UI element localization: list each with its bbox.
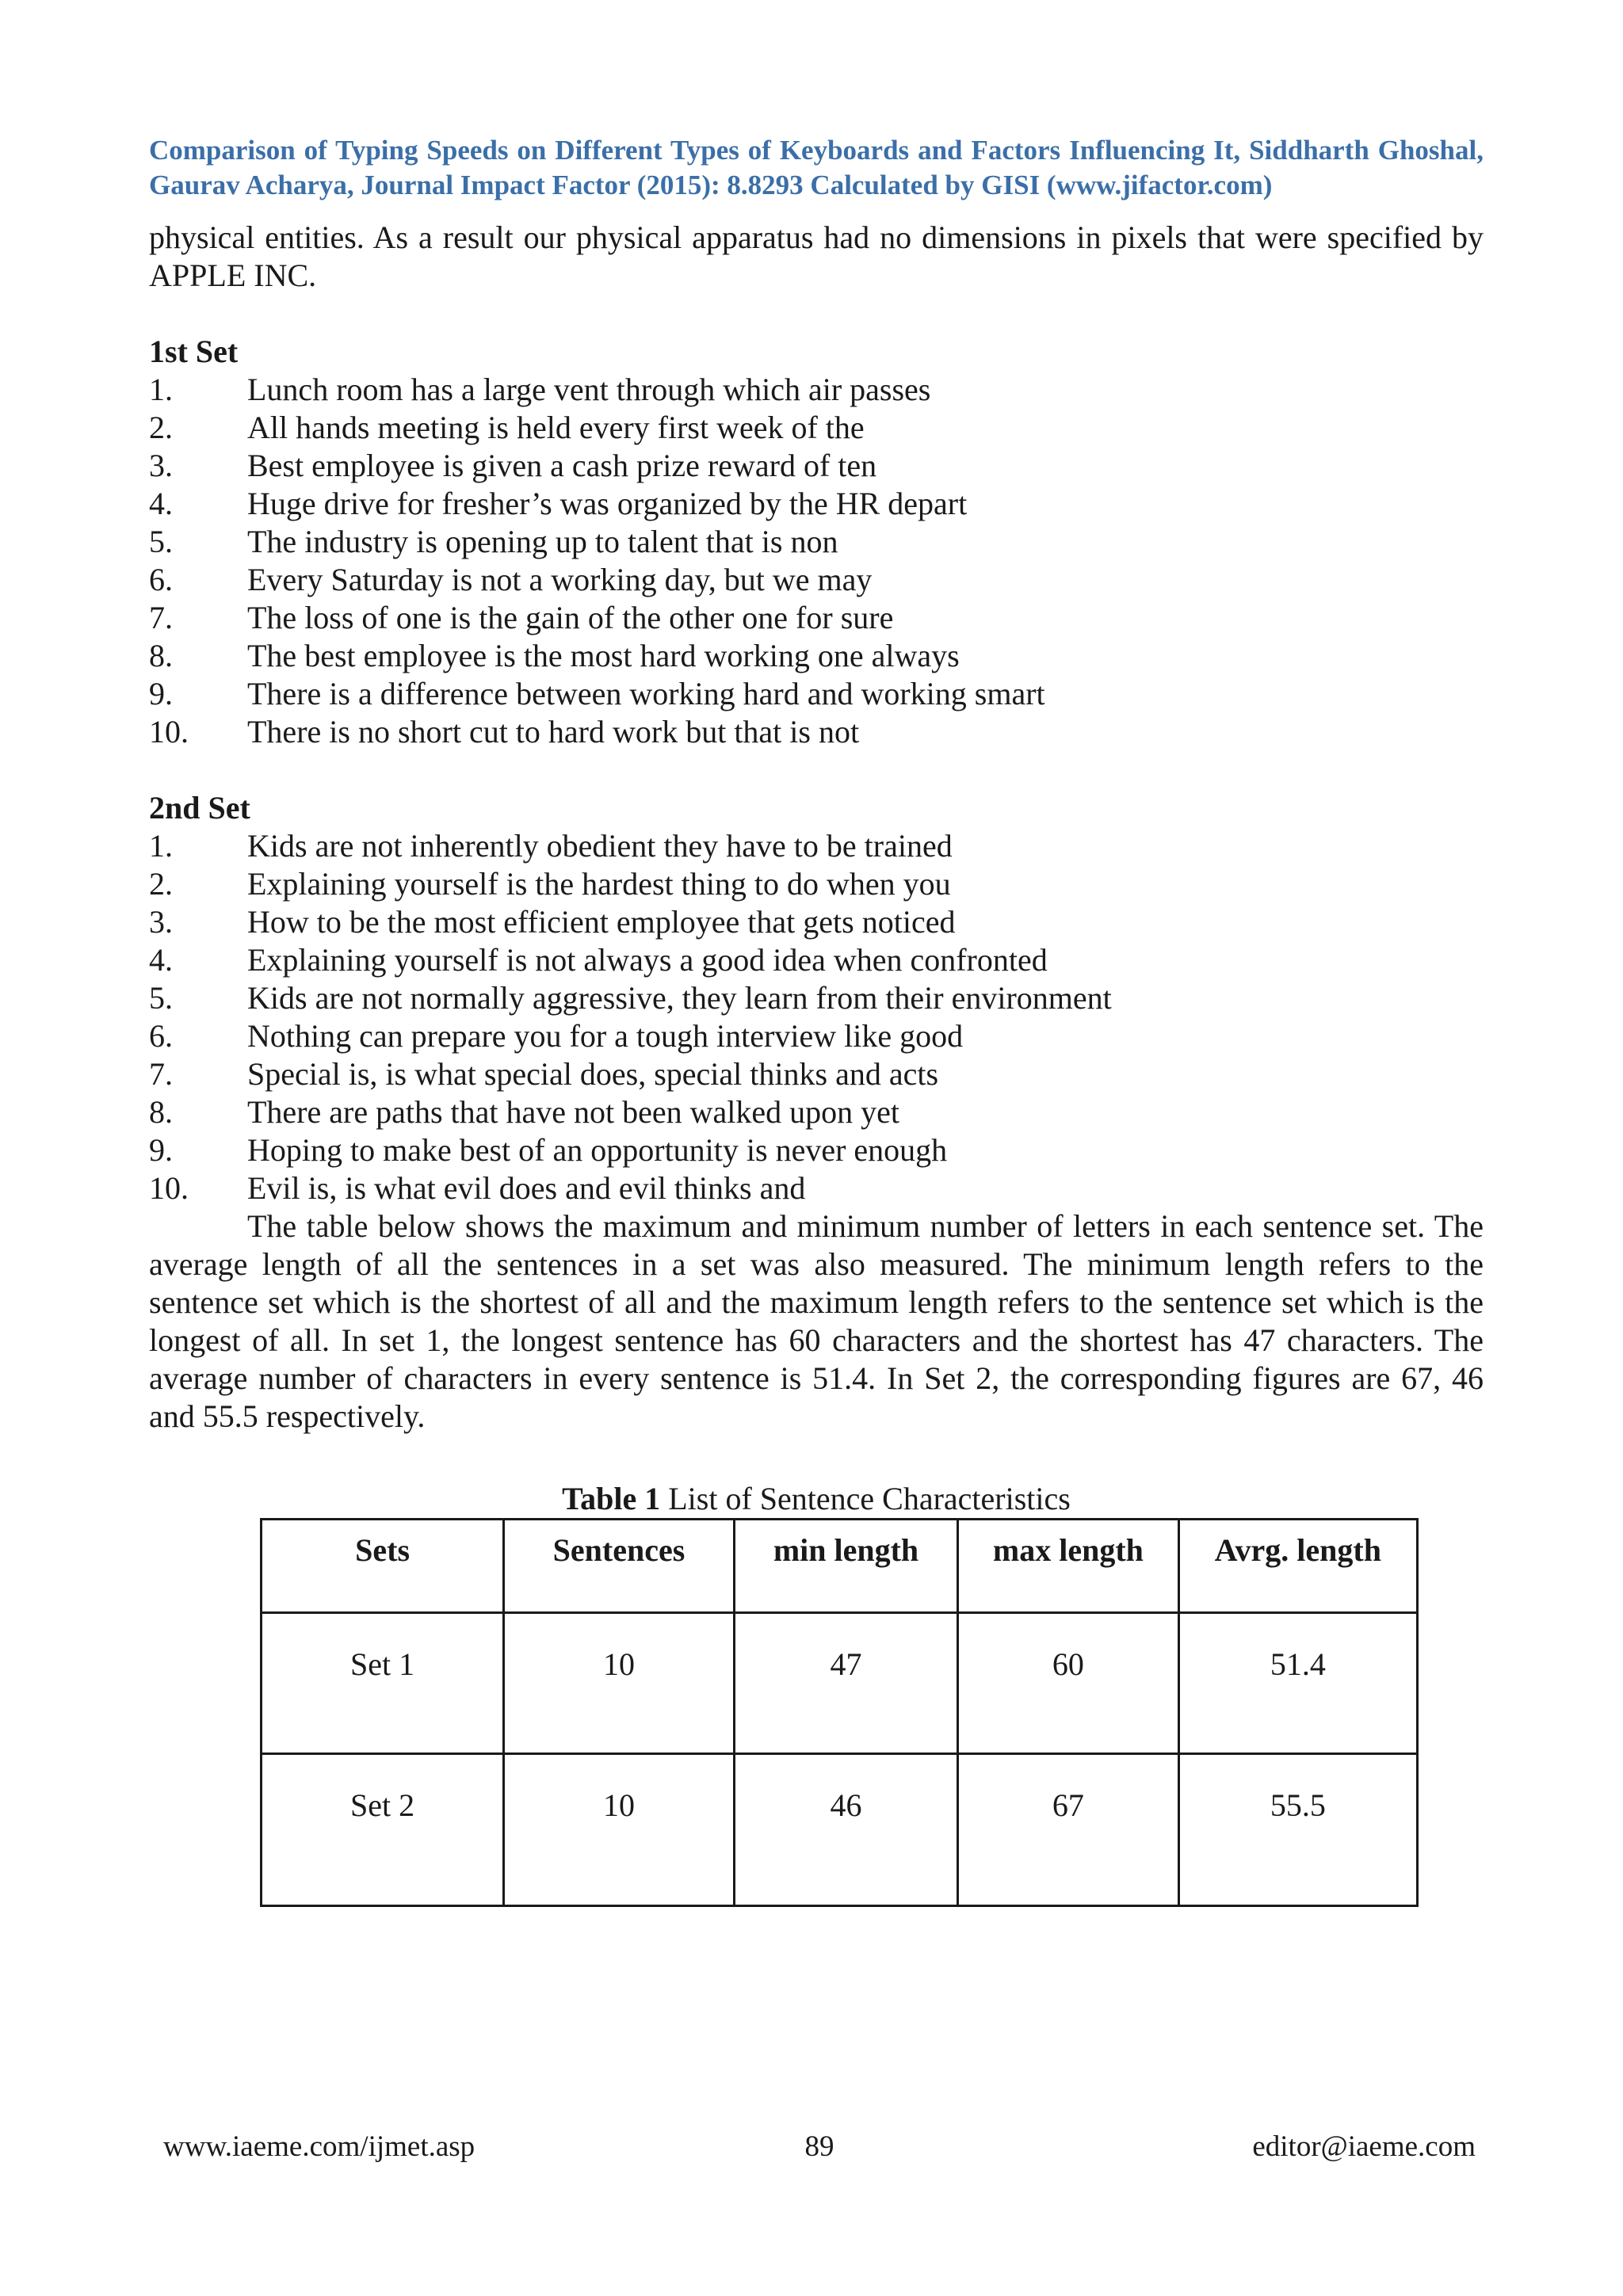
explanation-paragraph: The table below shows the maximum and minimum number of letters in each sentence set. The average length of all the sentences in a set was also measured. The minimum length refers to the sentence set which is the shortest of all and the maximum length refers to the sentence set which is the longest of all. In set 1, the longest sentence has 60 characters and the shortest has 47 characters. The average number of characters in every sentence is 51.4. In Set 2, the corresponding figures are 67, 46 and 55.5 respectively. bbox=[149, 1208, 1484, 1434]
table-cell: 10 bbox=[504, 1754, 735, 1906]
item-text: Best employee is given a cash prize reward of ten bbox=[247, 448, 877, 483]
header-max-length: max length bbox=[958, 1520, 1178, 1613]
item-number: 7. bbox=[149, 600, 173, 635]
item-text: The best employee is the most hard working one always bbox=[247, 638, 960, 673]
item-number: 9. bbox=[149, 1132, 173, 1168]
item-number: 8. bbox=[149, 1094, 173, 1130]
list-item bbox=[149, 599, 1484, 637]
list-item bbox=[149, 561, 1484, 599]
sentence-characteristics-table bbox=[260, 1518, 1419, 1907]
item-text: There is no short cut to hard work but that is not bbox=[247, 714, 860, 749]
footer-website-link[interactable]: www.iaeme.com/ijmet.asp bbox=[163, 2130, 475, 2163]
table-row bbox=[262, 1613, 1418, 1754]
item-text: Every Saturday is not a working day, but we may bbox=[247, 562, 873, 597]
table-caption-text: List of Sentence Characteristics bbox=[660, 1481, 1071, 1516]
item-text: All hands meeting is held every first week of the bbox=[247, 410, 865, 445]
list-item bbox=[149, 827, 1484, 865]
item-number: 7. bbox=[149, 1056, 173, 1092]
item-number: 9. bbox=[149, 676, 173, 711]
list-item bbox=[149, 1169, 1484, 1207]
list-item bbox=[149, 485, 1484, 523]
list-item bbox=[149, 447, 1484, 485]
item-number: 2. bbox=[149, 866, 173, 902]
header-sentences: Sentences bbox=[504, 1520, 735, 1613]
list-item bbox=[149, 713, 1484, 751]
table-caption bbox=[149, 1480, 1484, 1518]
item-text: How to be the most efficient employee that gets noticed bbox=[247, 904, 956, 940]
item-text: Kids are not normally aggressive, they learn from their environment bbox=[247, 980, 1112, 1016]
item-number: 1. bbox=[149, 372, 173, 407]
list-item bbox=[149, 675, 1484, 713]
item-text: There are paths that have not been walked upon yet bbox=[247, 1094, 900, 1130]
item-text: Hoping to make best of an opportunity is never enough bbox=[247, 1132, 948, 1168]
table-cell: 10 bbox=[504, 1613, 735, 1754]
list-item bbox=[149, 903, 1484, 941]
table-cell: 46 bbox=[734, 1754, 957, 1906]
item-text: The loss of one is the gain of the other one for sure bbox=[247, 600, 894, 635]
table-cell: 60 bbox=[958, 1613, 1178, 1754]
table-cell: 47 bbox=[734, 1613, 957, 1754]
list-item bbox=[149, 979, 1484, 1017]
footer-email-link[interactable]: editor@iaeme.com bbox=[1252, 2130, 1476, 2163]
list-item bbox=[149, 865, 1484, 903]
set2-heading: 2nd Set bbox=[149, 790, 250, 826]
table-caption-label: Table 1 bbox=[562, 1481, 661, 1516]
list-item bbox=[149, 941, 1484, 979]
list-item bbox=[149, 637, 1484, 675]
list-item bbox=[149, 1131, 1484, 1169]
item-text: Nothing can prepare you for a tough interview like good bbox=[247, 1018, 964, 1054]
set2-list bbox=[149, 827, 1484, 1207]
item-text: The industry is opening up to talent that is non bbox=[247, 524, 838, 559]
item-number: 6. bbox=[149, 1018, 173, 1054]
item-text: Kids are not inherently obedient they have to be trained bbox=[247, 828, 953, 864]
table-cell: 67 bbox=[958, 1754, 1178, 1906]
table-row bbox=[262, 1754, 1418, 1906]
item-number: 2. bbox=[149, 410, 173, 445]
item-number: 8. bbox=[149, 638, 173, 673]
table-cell: 51.4 bbox=[1178, 1613, 1417, 1754]
table-cell: Set 2 bbox=[262, 1754, 504, 1906]
page-footer bbox=[163, 2130, 1476, 2164]
table-header-row bbox=[262, 1520, 1418, 1613]
set1-heading: 1st Set bbox=[149, 334, 239, 369]
list-item bbox=[149, 1055, 1484, 1093]
header-avg-length: Avrg. length bbox=[1178, 1520, 1417, 1613]
item-text: Explaining yourself is not always a good idea when confronted bbox=[247, 942, 1048, 978]
running-header: Comparison of Typing Speeds on Different Types of Keyboards and Factors Influencing It, Siddharth Ghoshal, Gaurav Acharya, Journal Impact Factor (2015): 8.8293 Calculated by GISI (www.jifactor.com) bbox=[149, 135, 1484, 200]
table-cell: Set 1 bbox=[262, 1613, 504, 1754]
item-number: 1. bbox=[149, 828, 173, 864]
item-text: There is a difference between working hard and working smart bbox=[247, 676, 1045, 711]
item-number: 3. bbox=[149, 904, 173, 940]
item-number: 3. bbox=[149, 448, 173, 483]
set1-list bbox=[149, 371, 1484, 751]
item-text: Huge drive for fresher’s was organized by the HR depart bbox=[247, 486, 968, 521]
item-number: 10. bbox=[149, 714, 189, 749]
item-text: Lunch room has a large vent through which air passes bbox=[247, 372, 931, 407]
item-number: 5. bbox=[149, 980, 173, 1016]
page-number: 89 bbox=[804, 2130, 834, 2163]
list-item bbox=[149, 1093, 1484, 1131]
intro-paragraph: physical entities. As a result our physical apparatus had no dimensions in pixels that were specified by APPLE INC. bbox=[149, 219, 1484, 293]
item-number: 10. bbox=[149, 1170, 189, 1206]
table-cell: 55.5 bbox=[1178, 1754, 1417, 1906]
item-number: 5. bbox=[149, 524, 173, 559]
list-item bbox=[149, 371, 1484, 409]
item-text: Explaining yourself is the hardest thing to do when you bbox=[247, 866, 951, 902]
header-min-length: min length bbox=[734, 1520, 957, 1613]
item-text: Special is, is what special does, special thinks and acts bbox=[247, 1056, 939, 1092]
list-item bbox=[149, 1017, 1484, 1055]
item-number: 6. bbox=[149, 562, 173, 597]
page-content bbox=[149, 133, 1484, 1907]
list-item bbox=[149, 409, 1484, 447]
item-text: Evil is, is what evil does and evil thinks and bbox=[247, 1170, 806, 1206]
item-number: 4. bbox=[149, 486, 173, 521]
list-item bbox=[149, 523, 1484, 561]
header-sets: Sets bbox=[262, 1520, 504, 1613]
item-number: 4. bbox=[149, 942, 173, 978]
